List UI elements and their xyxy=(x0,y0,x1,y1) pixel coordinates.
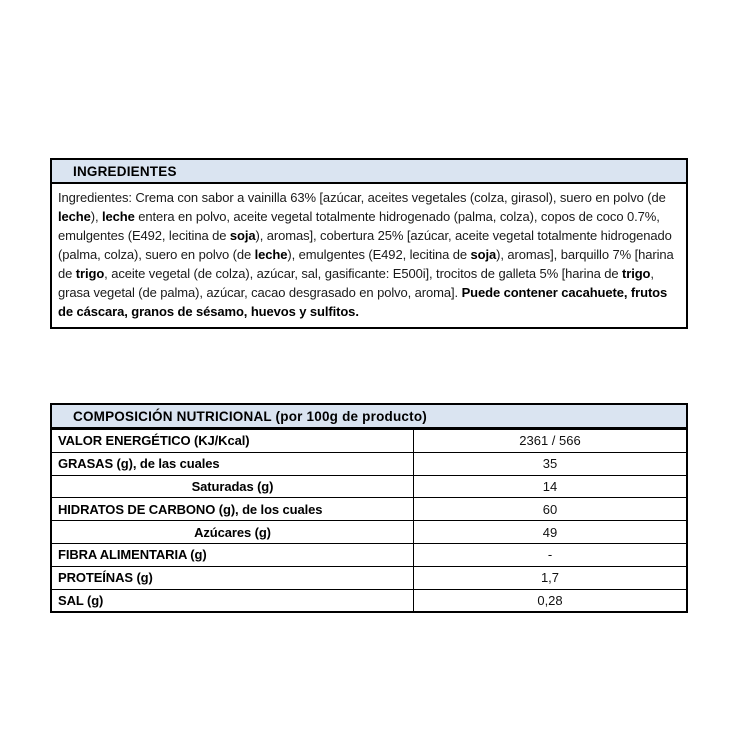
nutrient-value: 14 xyxy=(542,478,558,494)
nutrient-label: PROTEÍNAS (g) xyxy=(52,567,414,589)
ingredient-text: ), xyxy=(90,209,103,224)
nutrition-table-row xyxy=(52,520,686,543)
ingredient-allergen-text: trigo xyxy=(622,266,651,281)
nutrient-label: HIDRATOS DE CARBONO (g), de los cuales xyxy=(52,498,414,520)
nutrition-rows xyxy=(52,429,686,611)
nutrient-value: - xyxy=(547,547,553,563)
nutrition-table-row xyxy=(52,543,686,566)
ingredient-allergen-text: leche xyxy=(58,209,91,224)
nutrient-label: Saturadas (g) xyxy=(52,476,414,498)
ingredients-header xyxy=(52,160,686,184)
ingredient-allergen-text: soja xyxy=(470,247,497,262)
nutrient-value: 2361 / 566 xyxy=(519,433,581,449)
ingredient-allergen-text: leche xyxy=(102,209,135,224)
nutrition-table-row xyxy=(52,475,686,498)
ingredient-text: , grasa vegetal (de palma), azúcar, cacao desgrasado en polvo, aroma]. xyxy=(58,266,654,300)
nutrition-table-row xyxy=(52,452,686,475)
ingredients-text xyxy=(52,184,686,327)
nutrient-label: Azúcares (g) xyxy=(52,521,414,543)
nutrition-table-row xyxy=(52,589,686,612)
nutrient-label: GRASAS (g), de las cuales xyxy=(52,453,414,475)
nutrition-table-row xyxy=(52,429,686,452)
ingredient-text: entera en polvo, aceite vegetal totalmente hidrogenado (palma, colza), copos de coco 0.7%, emulgentes (E492, lecitina de xyxy=(58,209,660,243)
nutrient-value: 1,7 xyxy=(540,570,560,586)
nutrient-label: VALOR ENERGÉTICO (KJ/Kcal) xyxy=(52,430,414,452)
nutrition-title: COMPOSICIÓN NUTRICIONAL (por 100g de producto) xyxy=(73,408,427,424)
nutrient-label: FIBRA ALIMENTARIA (g) xyxy=(52,544,414,566)
ingredient-text: ), aromas], cobertura 25% [azúcar, aceite vegetal totalmente hidrogenado (palma, colza), suero en polvo (de xyxy=(58,228,672,262)
ingredient-text: ), aromas], barquillo 7% [harina de xyxy=(58,247,674,281)
ingredient-allergen-text: trigo xyxy=(75,266,105,281)
ingredients-title: INGREDIENTES xyxy=(73,163,177,179)
ingredient-text: Ingredientes: Crema con sabor a vainilla 63% [azúcar, aceites vegetales (colza, girasol), suero en polvo (de xyxy=(58,190,666,205)
ingredient-text: ), emulgentes (E492, lecitina de xyxy=(287,247,471,262)
nutrition-section xyxy=(50,403,688,613)
nutrient-value: 35 xyxy=(542,456,558,472)
ingredient-allergen-text: soja xyxy=(229,228,256,243)
nutrient-value: 60 xyxy=(542,501,558,517)
nutrition-table-header xyxy=(52,405,686,429)
nutrition-table-row xyxy=(52,566,686,589)
nutrient-value: 49 xyxy=(542,524,558,540)
nutrient-value: 0,28 xyxy=(537,592,563,608)
nutrient-label: SAL (g) xyxy=(52,590,414,612)
ingredient-allergen-text: leche xyxy=(254,247,288,262)
ingredient-text: , aceite vegetal (de colza), azúcar, sal, gasificante: E500i], trocitos de galleta 5% [harina de xyxy=(104,266,622,281)
ingredient-allergen-text: Puede contener cacahuete, frutos de cáscara, granos de sésamo, huevos y sulfitos. xyxy=(58,285,668,319)
nutrition-table-row xyxy=(52,497,686,520)
ingredients-section xyxy=(50,158,688,329)
